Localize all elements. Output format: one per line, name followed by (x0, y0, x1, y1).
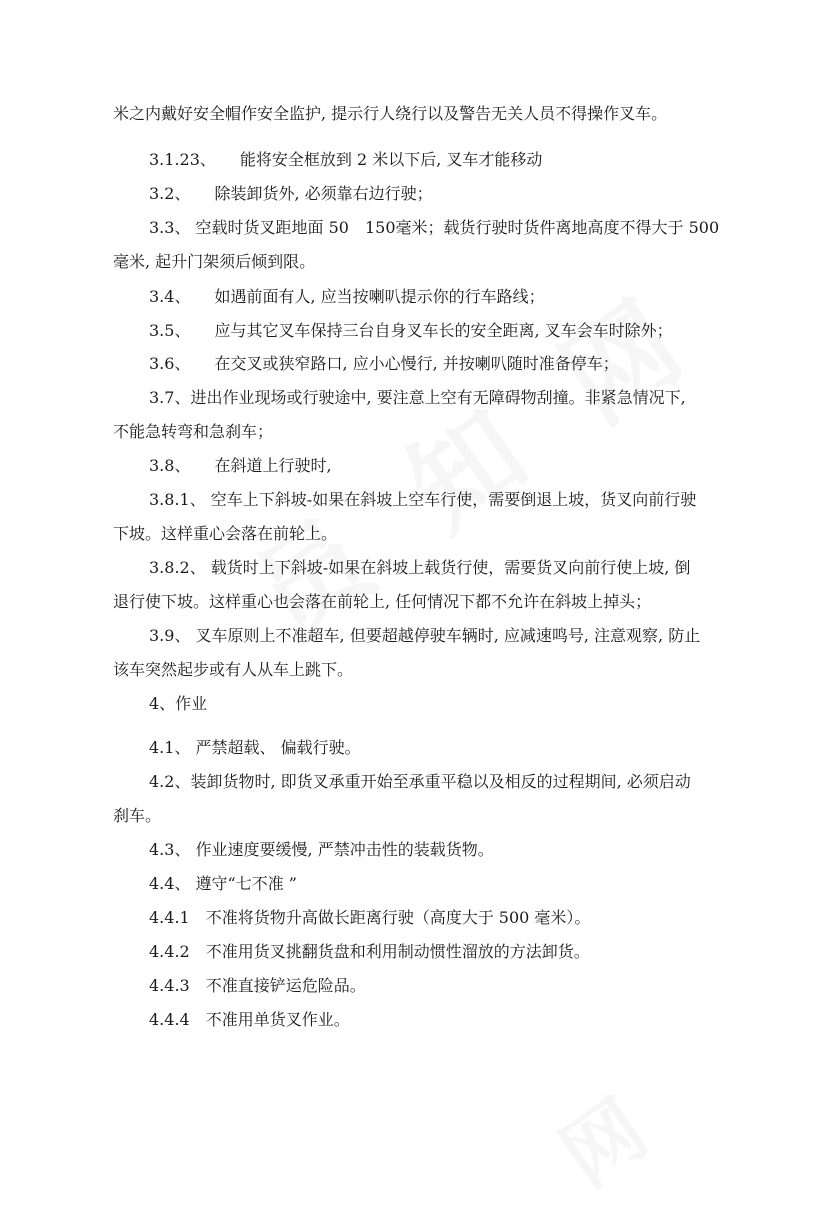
paragraph-line: 4.3、 作业速度要缓慢, 严禁冲击性的装载货物。 (149, 840, 494, 859)
paragraph-line: 3.4、 如遇前面有人, 应当按喇叭提示你的行车路线； (149, 287, 545, 306)
paragraph-line: 毫米, 起升门架须后倾到限。 (113, 252, 316, 271)
paragraph-line: 4.2、装卸货物时, 即货叉承重开始至承重平稳以及相反的过程期间, 必须启动 (149, 772, 691, 791)
section-heading: 4、作业 (149, 694, 208, 713)
paragraph-line: 3.5、 应与其它叉车保持三台自身叉车长的安全距离, 叉车会车时除外； (149, 321, 673, 340)
paragraph-line: 3.9、 叉车原则上不准超车, 但要超越停驶车辆时, 应减速鸣号, 注意观察, 防止 (149, 626, 701, 645)
paragraph-line: 3.8.2、 载货时上下斜坡-如果在斜坡上载货行使，需要货叉向前行使上坡, 倒 (149, 558, 691, 577)
paragraph-line: 3.6、 在交叉或狭窄路口, 应小心慢行, 并按喇叭随时准备停车； (149, 354, 619, 373)
paragraph-line: 不能急转弯和急刹车； (113, 422, 274, 441)
paragraph-line: 米之内戴好安全帽作安全监护, 提示行人绕行以及警告无关人员不得操作叉车。 (113, 104, 668, 123)
paragraph-line: 退行使下坡。这样重心也会落在前轮上, 任何情况下都不允许在斜坡上掉头； (113, 592, 652, 611)
paragraph-line: 4.4.1 不准将货物升高做长距离行驶（高度大于 500 毫米）。 (149, 908, 591, 927)
paragraph-line: 3.8、 在斜道上行驶时, (149, 456, 332, 475)
paragraph-line: 3.8.1、 空车上下斜坡-如果在斜坡上空车行使，需要倒退上坡，货叉向前行驶 (149, 490, 697, 509)
paragraph-line: 刹车。 (113, 806, 162, 825)
paragraph-line: 3.1.23、 能将安全框放到 2 米以下后, 叉车才能移动 (149, 150, 543, 169)
paragraph-line: 4.4.2 不准用货叉挑翻货盘和利用制动惯性溜放的方法卸货。 (149, 942, 590, 961)
paragraph-line: 3.3、 空载时货叉距地面 50 150毫米；载货行驶时货件离地高度不得大于 500 (149, 218, 720, 237)
paragraph-line: 3.7、进出作业现场或行驶途中, 要注意上空有无障碍物刮撞。非紧急情况下, (149, 388, 686, 407)
paragraph-line: 3.2、 除装卸货外, 必须靠右边行驶； (149, 184, 433, 203)
paragraph-line: 4.4.4 不准用单货叉作业。 (149, 1010, 350, 1029)
paragraph-line: 该车突然起步或有人从车上跳下。 (113, 660, 354, 679)
watermark-corner (534, 1067, 665, 1207)
paragraph-line: 4.1、 严禁超载、 偏载行驶。 (149, 738, 361, 757)
paragraph-line: 下坡。这样重心会落在前轮上。 (113, 524, 338, 543)
paragraph-line: 4.4、 遵守“七不准 ” (149, 874, 297, 893)
paragraph-line: 4.4.3 不准直接铲运危险品。 (149, 976, 366, 995)
watermark (218, 298, 803, 883)
